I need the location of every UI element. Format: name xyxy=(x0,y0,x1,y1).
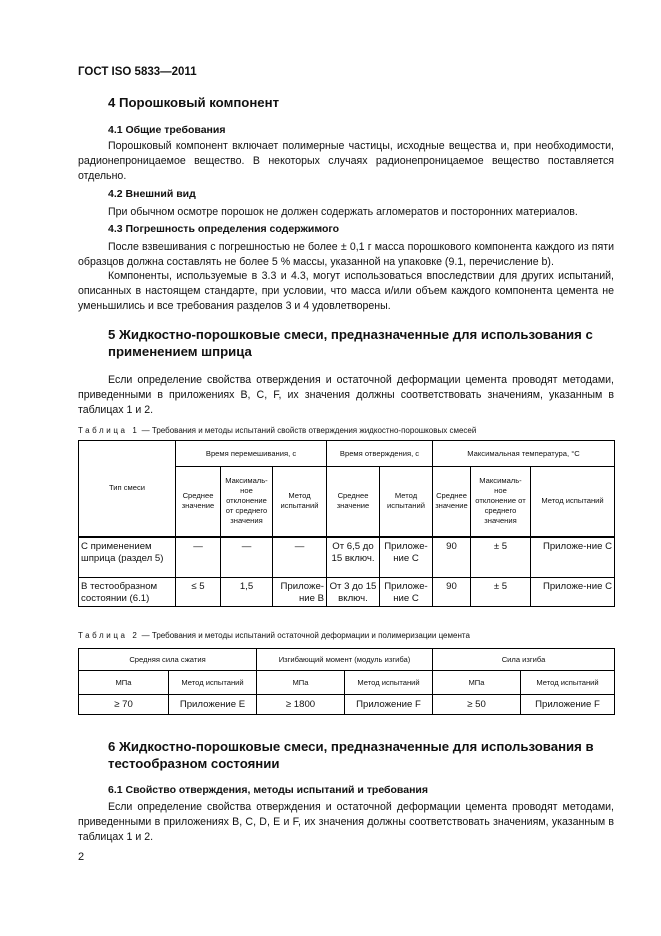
sub-header: МПа xyxy=(257,671,345,695)
cell: Приложение F xyxy=(345,695,433,715)
cell: — xyxy=(273,537,327,578)
sub-header: Метод испытаний xyxy=(169,671,257,695)
cell: — xyxy=(176,537,221,578)
group-header: Время отверждения, с xyxy=(327,441,433,467)
cell: Приложение E xyxy=(169,695,257,715)
cell: ≥ 70 xyxy=(79,695,169,715)
group-header: Максимальная температура, °С xyxy=(433,441,615,467)
col-header-type: Тип смеси xyxy=(79,441,176,537)
section-4-2-heading: 4.2 Внешний вид xyxy=(108,188,196,200)
section-4-1-text: Порошковый компонент включает полимерные частицы, исходные вещества и, при необходимости, радионепроницаемое вещество. В некоторых случаях радионепроницаемое вещество поставляется отдельно. xyxy=(78,140,614,182)
cell: В тестообразном состоянии (6.1) xyxy=(79,578,176,607)
cell: Приложение F xyxy=(521,695,615,715)
section-4-3-text-2: Компоненты, используемые в 3.3 и 4.3, могут использоваться впоследствии для других испытаний, описанных в настоящем стандарте, при условии, что масса и/или объем каждого компонента цемента не уменьшились и все требования разделов 3 и 4 удовлетворены. xyxy=(78,270,614,312)
sub-header: Метод испытаний xyxy=(273,467,327,537)
sub-header: Метод испытаний xyxy=(531,467,615,537)
cell: ± 5 xyxy=(471,537,531,578)
section-5-text: Если определение свойства отверждения и остаточной деформации цемента проводят методами, приведенными в приложениях B, C, F, их значения должны соответствовать значениям, указанным в таблицах 1 и 2. xyxy=(78,374,614,416)
section-5-heading: 5 Жидкостно-порошковые смеси, предназначенные для использования с применением шприца xyxy=(108,327,593,359)
document-header: ГОСТ ISO 5833—2011 xyxy=(78,66,197,78)
cell: 90 xyxy=(433,537,471,578)
cell: — xyxy=(221,537,273,578)
group-header: Средняя сила сжатия xyxy=(79,649,257,671)
table-row xyxy=(79,537,615,578)
sub-header: Максималь-ное отклонение от среднего значения xyxy=(221,467,273,537)
cell: ≥ 50 xyxy=(433,695,521,715)
cell: Приложе-ние C xyxy=(380,578,433,607)
section-6-1-heading: 6.1 Свойство отверждения, методы испытаний и требования xyxy=(108,784,429,796)
cell: Приложе-ние C xyxy=(380,537,433,578)
table-1-caption xyxy=(78,426,476,435)
section-6-heading: 6 Жидкостно-порошковые смеси, предназначенные для использования в тестообразном состоянии xyxy=(108,739,594,771)
table-1 xyxy=(78,440,615,607)
cell: ≤ 5 xyxy=(176,578,221,607)
table-2-caption xyxy=(78,631,470,640)
sub-header: Метод испытаний xyxy=(521,671,615,695)
cell: 90 xyxy=(433,578,471,607)
section-4-heading: 4 Порошковый компонент xyxy=(108,95,280,110)
sub-header: Среднее значение xyxy=(327,467,380,537)
cell: С применением шприца (раздел 5) xyxy=(79,537,176,578)
group-header: Время перемешивания, с xyxy=(176,441,327,467)
sub-header: Среднее значение xyxy=(176,467,221,537)
sub-header: Метод испытаний xyxy=(345,671,433,695)
cell: 1,5 xyxy=(221,578,273,607)
section-4-3-heading: 4.3 Погрешность определения содержимого xyxy=(108,223,340,235)
caption-label: Таблица 2 xyxy=(78,631,140,640)
sub-header: Среднее значение xyxy=(433,467,471,537)
section-4-1-heading: 4.1 Общие требования xyxy=(108,124,226,136)
sub-header: МПа xyxy=(79,671,169,695)
cell: Приложе-ние B xyxy=(273,578,327,607)
caption-text: — Требования и методы испытаний остаточной деформации и полимеризации цемента xyxy=(139,631,470,640)
table-2 xyxy=(78,648,615,715)
group-header: Изгибающий момент (модуль изгиба) xyxy=(257,649,433,671)
sub-header: Максималь-ное отклонение от среднего значения xyxy=(471,467,531,537)
page-number: 2 xyxy=(78,851,85,863)
cell: ≥ 1800 xyxy=(257,695,345,715)
cell: ± 5 xyxy=(471,578,531,607)
section-6-1-text: Если определение свойства отверждения и остаточной деформации цемента проводят методами, приведенными в приложениях B, C, D, E и F, их значения должны соответствовать значениям, указанным в таблицах 1 и 2. xyxy=(78,801,614,843)
group-header: Сила изгиба xyxy=(433,649,615,671)
table-row xyxy=(79,695,615,715)
caption-text: — Требования и методы испытаний свойств отверждения жидкостно-порошковых смесей xyxy=(139,426,477,435)
section-4-3-text-1: После взвешивания с погрешностью не более ± 0,1 г масса порошкового компонента каждого из пяти образцов должна составлять не более 5 % массы, указанной на упаковке (9.1, перечисление b). xyxy=(78,241,614,268)
cell: От 3 до 15 включ. xyxy=(327,578,380,607)
cell: От 6,5 до 15 включ. xyxy=(327,537,380,578)
section-4-2-text: При обычном осмотре порошок не должен содержать агломератов и посторонних материалов. xyxy=(108,206,578,218)
sub-header: МПа xyxy=(433,671,521,695)
caption-label: Таблица 1 xyxy=(78,426,140,435)
sub-header: Метод испытаний xyxy=(380,467,433,537)
cell: Приложе-ние C xyxy=(531,537,615,578)
table-row xyxy=(79,578,615,607)
cell: Приложе-ние C xyxy=(531,578,615,607)
